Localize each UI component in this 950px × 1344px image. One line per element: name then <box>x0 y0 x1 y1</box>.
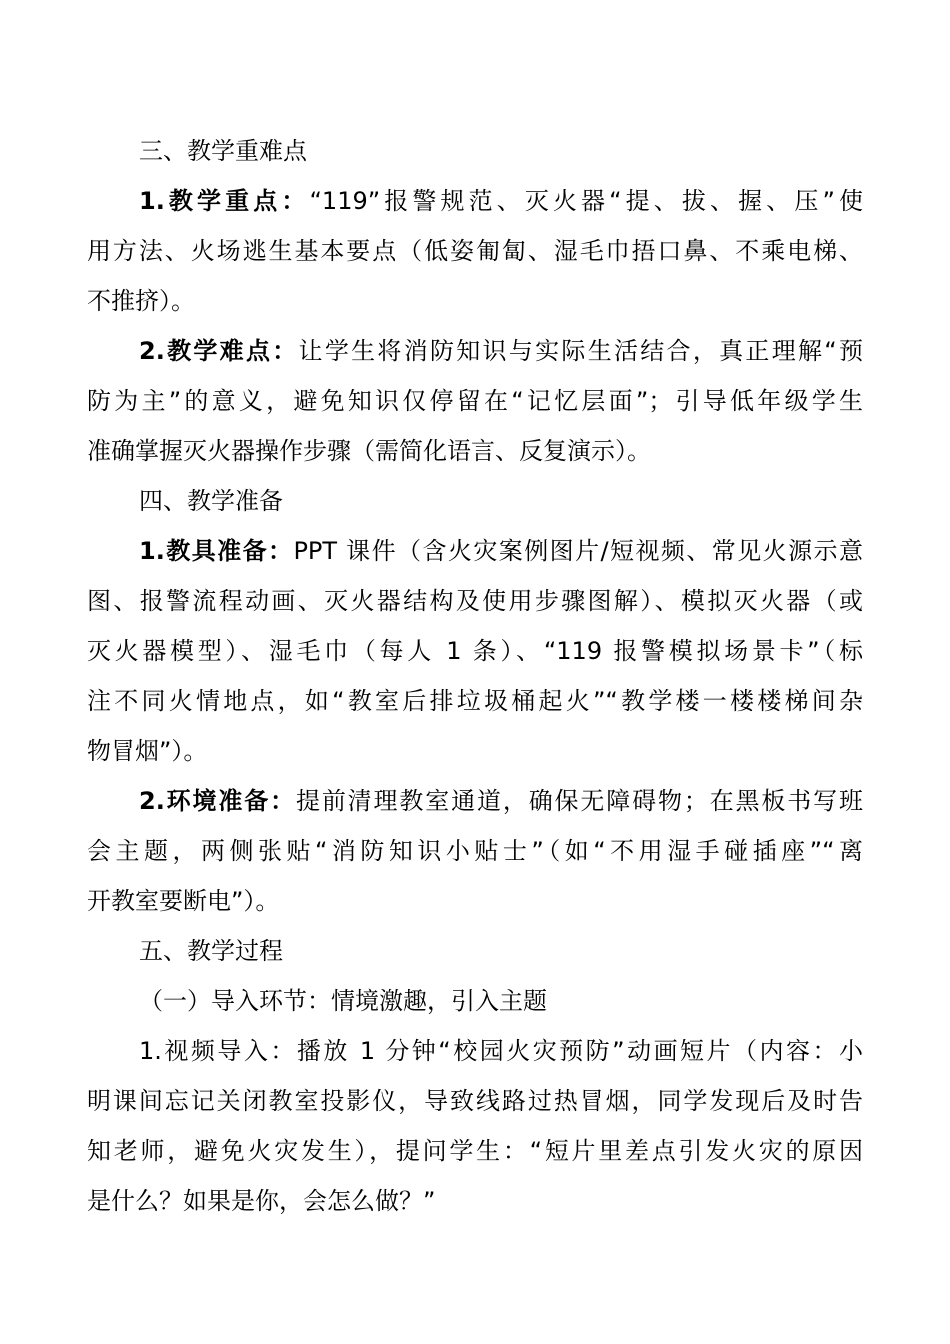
difficult-points-line-3: 准确掌握灭火器操作步骤（需简化语言、反复演示）。 <box>87 437 651 465</box>
intro-paragraph-line-1: 1.视频导入：播放 1 分钟“校园火灾预防”动画短片（内容：小 <box>139 1037 863 1065</box>
teaching-aids-line-2: 图、报警流程动画、灭火器结构及使用步骤图解）、模拟灭火器（或 <box>87 587 863 615</box>
difficult-points-line-1 <box>139 326 863 376</box>
teaching-aids-line-4: 注不同火情地点，如“教室后排垃圾桶起火”“教学楼一楼楼梯间杂 <box>87 687 863 715</box>
teaching-aids-line-3: 灭火器模型）、湿毛巾（每人 1 条）、“119 报警模拟场景卡”（标 <box>87 637 863 665</box>
intro-paragraph-line-2: 明课间忘记关闭教室投影仪，导致线路过热冒烟，同学发现后及时告 <box>87 1087 863 1115</box>
key-points-line-1 <box>139 176 863 226</box>
section-4-heading: 四、教学准备 <box>139 487 283 515</box>
key-points-line-3: 不推挤）。 <box>87 287 195 315</box>
environment-line-1 <box>139 776 863 826</box>
teaching-aids-label: 1.教具准备： <box>139 537 294 565</box>
difficult-points-label: 2.教学难点： <box>139 337 299 365</box>
environment-line-3: 开教室要断电”）。 <box>87 887 280 915</box>
environment-label: 2.环境准备： <box>139 787 296 815</box>
teaching-aids-text-1: PPT 课件（含火灾案例图片/短视频、常见火源示意 <box>293 537 863 565</box>
difficult-points-text-1: 让学生将消防知识与实际生活结合，真正理解“预 <box>298 337 863 365</box>
intro-paragraph-line-3: 知老师，避免火灾发生），提问学生：“短片里差点引发火灾的原因 <box>87 1137 863 1165</box>
section-3-heading: 三、教学重难点 <box>139 137 307 165</box>
key-points-line-2: 用方法、火场逃生基本要点（低姿匍匐、湿毛巾捂口鼻、不乘电梯、 <box>87 237 863 265</box>
difficult-points-line-2: 防为主”的意义，避免知识仅停留在“记忆层面”；引导低年级学生 <box>87 387 863 415</box>
key-points-text-1: “119”报警规范、灭火器“提、拔、握、压”使 <box>309 187 863 215</box>
environment-text-1: 提前清理教室通道，确保无障碍物；在黑板书写班 <box>295 787 863 815</box>
section-5-heading: 五、教学过程 <box>139 937 283 965</box>
section-5-subheading: （一）导入环节：情境激趣，引入主题 <box>139 987 547 1015</box>
key-points-label: 1.教学重点： <box>139 187 310 215</box>
intro-paragraph-line-4: 是什么？如果是你，会怎么做？” <box>87 1187 436 1215</box>
teaching-aids-line-1 <box>139 526 863 576</box>
environment-line-2: 会主题，两侧张贴“消防知识小贴士”（如“不用湿手碰插座”“离 <box>87 837 863 865</box>
teaching-aids-line-5: 物冒烟”）。 <box>87 737 208 765</box>
